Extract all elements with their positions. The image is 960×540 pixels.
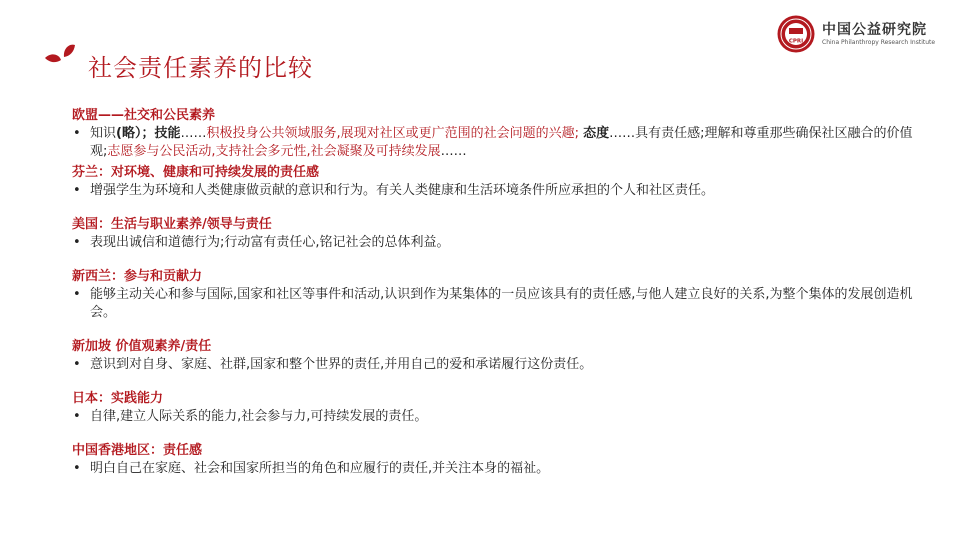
title-leaf-icon — [43, 42, 83, 76]
list-item — [72, 356, 922, 374]
section-heading: 中国香港地区：责任感 — [72, 443, 203, 458]
logo-seal-text: CPRI — [788, 38, 804, 45]
org-logo — [776, 14, 935, 54]
bullet-icon: • — [73, 409, 81, 424]
section-hong-kong — [72, 442, 922, 478]
item-text: 明白自己在家庭、社会和国家所担当的角色和应履行的责任,并关注本身的福祉。 — [90, 461, 550, 476]
section-finland — [72, 164, 922, 200]
attitude-ellipsis: …… — [609, 126, 636, 141]
section-eu — [72, 107, 922, 161]
knowledge-label: 知识 — [90, 126, 117, 141]
section-heading: 欧盟——社交和公民素养 — [72, 108, 216, 123]
item-text: 能够主动关心和参与国际,国家和社区等事件和活动,认识到作为某集体的一员应该具有的责任感,与他人建立良好的关系,为整个集体的发展创造机会。 — [90, 287, 913, 320]
attitude-text: 具有责任感;理解和尊重那些确保社区融合的价值观; — [90, 126, 913, 159]
skills-ellipsis: …… — [180, 126, 207, 141]
skills-label: 技能 — [154, 126, 181, 141]
item-text: 增强学生为环境和人类健康做贡献的意识和行为。有关人类健康和生活环境条件所应承担的个人和社区责任。 — [90, 183, 715, 198]
bullet-icon: • — [73, 461, 81, 476]
bullet-icon: • — [73, 357, 81, 372]
section-heading: 新加坡 价值观素养/责任 — [72, 339, 212, 354]
list-item — [72, 460, 922, 478]
comparison-list — [72, 107, 922, 494]
bullet-icon: • — [73, 235, 81, 250]
section-usa — [72, 216, 922, 252]
section-japan — [72, 390, 922, 426]
knowledge-note: (略）； — [116, 126, 155, 141]
item-text: 自律,建立人际关系的能力,社会参与力,可持续发展的责任。 — [90, 409, 428, 424]
end-ellipsis: …… — [440, 144, 467, 159]
section-heading: 美国：生活与职业素养/领导与责任 — [72, 217, 272, 232]
attitude-label: 态度 — [583, 126, 610, 141]
section-heading: 芬兰：对环境、健康和可持续发展的责任感 — [72, 165, 320, 180]
list-item — [72, 125, 922, 161]
logo-name-en: China Philanthropy Research Institute — [822, 38, 936, 46]
page-title: 社会责任素养的比较 — [88, 54, 313, 82]
section-heading: 日本：实践能力 — [72, 391, 164, 406]
bullet-icon: • — [73, 287, 81, 302]
section-heading: 新西兰：参与和贡献力 — [72, 269, 203, 284]
section-singapore — [72, 338, 922, 374]
list-item — [72, 286, 922, 322]
skills-text: 积极投身公共领域服务,展现对社区或更广范围的社会问题的兴趣; — [206, 126, 579, 141]
list-item — [72, 182, 922, 200]
bullet-icon: • — [73, 126, 81, 141]
item-text: 意识到对自身、家庭、社群,国家和整个世界的责任,并用自己的爱和承诺履行这份责任。 — [90, 357, 593, 372]
attitude-text-highlight: 志愿参与公民活动,支持社会多元性,社会凝聚及可持续发展 — [107, 144, 441, 159]
item-text: 表现出诚信和道德行为;行动富有责任心,铭记社会的总体利益。 — [90, 235, 450, 250]
bullet-icon: • — [73, 183, 81, 198]
cpri-seal-icon — [776, 14, 816, 54]
list-item — [72, 408, 922, 426]
section-new-zealand — [72, 268, 922, 322]
logo-name-cn: 中国公益研究院 — [822, 21, 927, 38]
list-item — [72, 234, 922, 252]
